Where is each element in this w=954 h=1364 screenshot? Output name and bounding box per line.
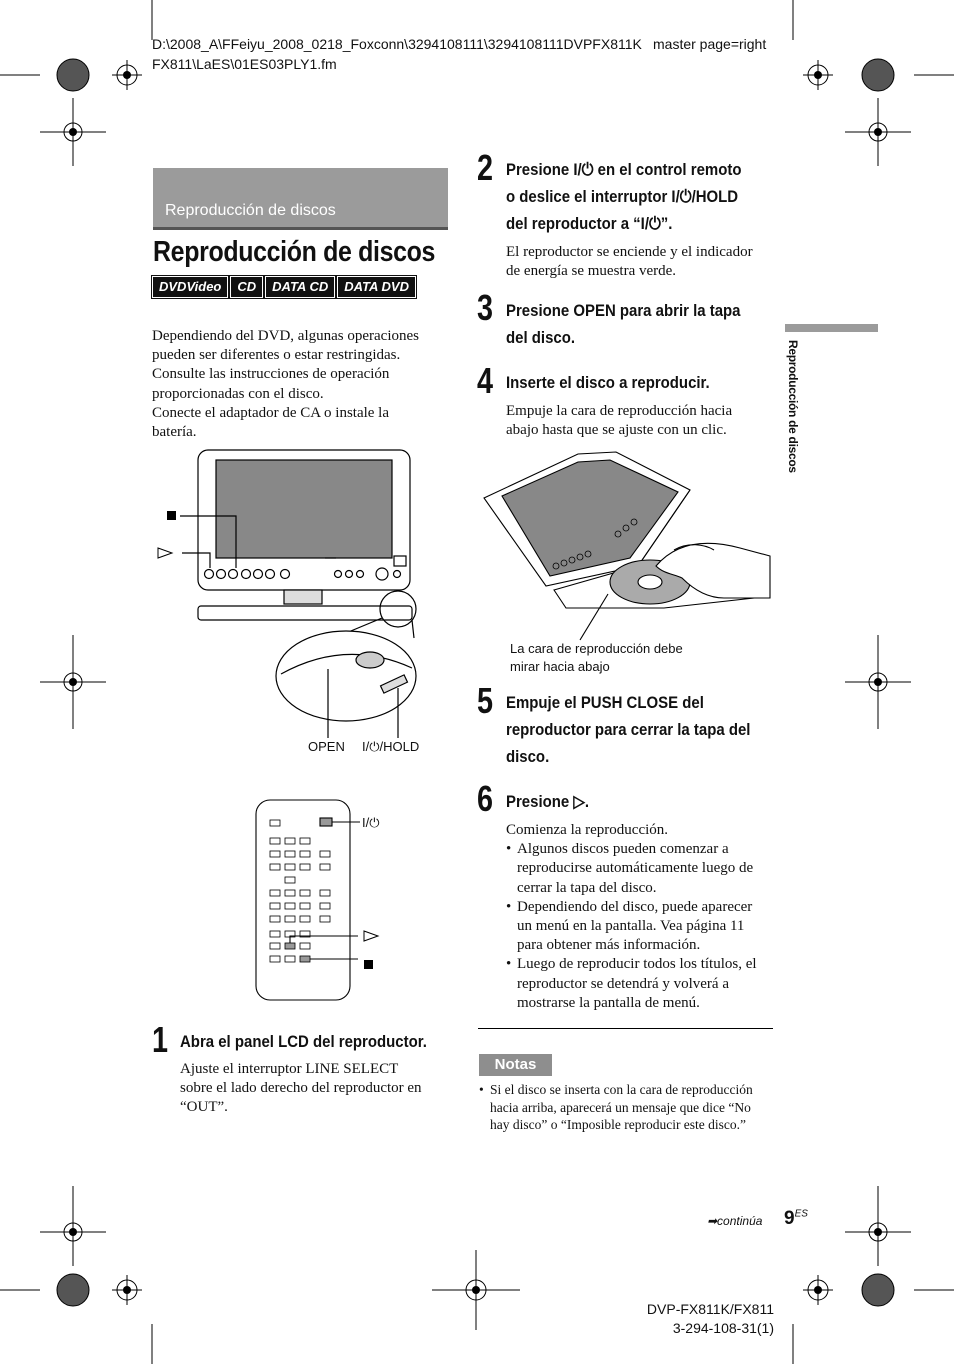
step1-body [180, 1060, 422, 1118]
badge-cd: CD [231, 277, 262, 297]
page-number-value: 9 [784, 1208, 795, 1229]
section-tab-rule [153, 227, 448, 230]
master-page: master page=right [653, 36, 767, 52]
step6-bullet [506, 955, 776, 1013]
stop-marker [167, 511, 176, 520]
disc-caption-line: La cara de reproducción debe [510, 641, 683, 656]
section-tab [153, 168, 448, 230]
step6-heading: Presione ▷. [506, 792, 590, 811]
bullet-line: reproductor se detendrá y volverá a [517, 975, 729, 992]
intro-line: Dependiendo del DVD, algunas operaciones [152, 328, 419, 344]
step1-heading: Abra el panel LCD del reproductor. [180, 1032, 427, 1051]
notes-text [479, 1081, 775, 1134]
page-number [784, 1208, 808, 1230]
player-illustration [150, 448, 450, 738]
step2-number: 2 [477, 147, 494, 188]
step2-line: de energía se muestra verde. [506, 263, 677, 280]
step6-intro: Comienza la reproducción. [506, 822, 669, 838]
step2-heading-line: Presione I/⏻ en el control remoto [506, 160, 742, 179]
sidebar-tab [785, 324, 878, 332]
step6-bullets [506, 840, 776, 1013]
file-path [152, 34, 642, 74]
bullet-line: cerrar la tapa del disco. [517, 879, 657, 896]
disc-type-badges [153, 277, 415, 297]
step2-heading-line: del reproductor a “I/⏻”. [506, 214, 673, 233]
bullet-line: reproducirse automáticamente luego de [517, 860, 754, 877]
step1-line: Ajuste el interruptor LINE SELECT [180, 1061, 399, 1077]
step3-heading-line: del disco. [506, 328, 576, 347]
page-number-sup: ES [794, 1208, 808, 1220]
step1-line: “OUT”. [180, 1099, 228, 1116]
step4-line: abajo hasta que se ajuste con un clic. [506, 422, 727, 439]
bullet-line: mostrarse la pantalla de menú. [517, 994, 700, 1011]
step2-body [506, 243, 753, 281]
sidebar-label-text: Reproducción de discos [786, 340, 800, 473]
model-info [632, 1300, 774, 1338]
step2-line: El reproductor se enciende y el indicador [506, 244, 753, 260]
disc-caption-line: mirar hacia abajo [510, 659, 610, 674]
step4-line: Empuje la cara de reproducción hacia [506, 403, 733, 419]
bullet-line: un menú en la pantalla. Vea página 11 [517, 918, 745, 935]
section-tab-label: Reproducción de discos [165, 202, 336, 219]
intro-line: Conecte el adaptador de CA o instale la [152, 404, 390, 421]
open-label: OPEN [308, 739, 345, 754]
note-item [479, 1081, 775, 1134]
step6-bullet [506, 840, 776, 898]
intro-line: pueden ser diferentes o estar restringidas. [152, 347, 401, 364]
note-line: hacia arriba, aparecerá un mensaje que dice “No [490, 1099, 751, 1115]
step3-heading-line: Presione OPEN para abrir la tapa [506, 301, 741, 320]
step2-heading-line: o deslice el interruptor I/⏻/HOLD [506, 187, 739, 206]
play-marker [158, 548, 172, 558]
file-path-line2: FX811\LaES\01ES03PLY1.fm [152, 56, 337, 72]
step3-heading [506, 297, 740, 351]
step1-line: sobre el lado derecho del reproductor en [180, 1080, 422, 1097]
step6-bullet [506, 898, 776, 956]
continua-link: ➡continúa [707, 1214, 763, 1228]
step1-number: 1 [152, 1019, 169, 1060]
power-hold-label: I/⏻/HOLD [362, 739, 420, 754]
bullet-line: • Algunos discos pueden comenzar a [517, 841, 729, 858]
note-line: • Si el disco se inserta con la cara de reproducción [490, 1082, 753, 1097]
intro-text [152, 327, 419, 442]
badge-data-dvd: DATA DVD [338, 277, 415, 297]
step5-heading-line: Empuje el PUSH CLOSE del [506, 693, 704, 712]
step4-heading: Inserte el disco a reproducir. [506, 373, 710, 392]
step5-heading-line: reproductor para cerrar la tapa del [506, 720, 751, 739]
bullet-line: para obtener más información. [517, 937, 701, 954]
badge-data-cd: DATA CD [266, 277, 334, 297]
intro-line: Consulte las instrucciones de operación [152, 366, 390, 383]
note-line: hay disco” o “Imposible reproducir este disco.” [490, 1117, 747, 1132]
step5-heading [506, 689, 750, 770]
intro-line: batería. [152, 424, 197, 441]
remote-power-label: I/⏻ [362, 815, 380, 830]
model-number: DVP-FX811K/FX811 [646, 1301, 774, 1317]
step5-number: 5 [477, 680, 494, 721]
remote-play-marker [364, 931, 378, 941]
disc-caption [510, 640, 683, 676]
intro-line: proporcionadas con el disco. [152, 385, 324, 402]
badge-dvd-video: DVDVideo [153, 277, 227, 297]
page-title: Reproducción de discos [153, 236, 436, 268]
step6-body [506, 821, 776, 1013]
bullet-line: • Dependiendo del disco, puede aparecer [517, 898, 753, 915]
disc-insert-illustration [478, 448, 774, 643]
sidebar-label [778, 340, 812, 500]
step4-number: 4 [477, 360, 494, 401]
notes-rule [478, 1028, 773, 1029]
part-code: 3-294-108-31(1) [672, 1320, 774, 1336]
step6-number: 6 [477, 778, 494, 819]
bullet-line: • Luego de reproducir todos los títulos, el [517, 956, 757, 973]
notes-header: Notas [479, 1054, 552, 1076]
step4-body [506, 402, 732, 440]
step2-heading [506, 156, 741, 237]
step3-number: 3 [477, 287, 494, 328]
step5-heading-line: disco. [506, 747, 550, 766]
remote-stop-marker [364, 960, 373, 969]
file-path-line1: D:\2008_A\FFeiyu_2008_0218_Foxconn\3294108111\3294108111DVPFX811K [152, 36, 642, 52]
